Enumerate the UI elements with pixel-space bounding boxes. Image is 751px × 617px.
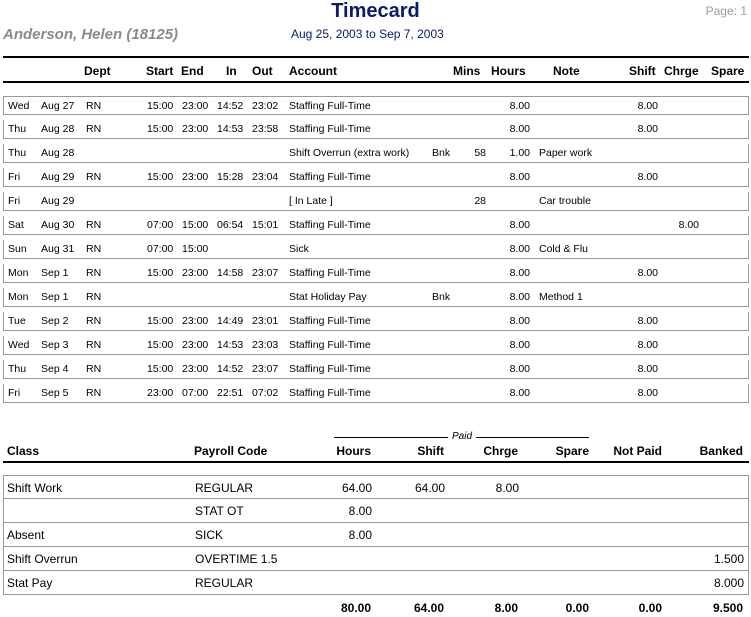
cell-dow: Tue — [8, 315, 26, 327]
cell-note: Car trouble — [539, 195, 591, 207]
cell-hours: 8.00 — [509, 387, 530, 399]
summary-row — [3, 571, 749, 595]
cell-end: 15:00 — [182, 219, 209, 231]
cell-hours: 8.00 — [509, 339, 530, 351]
cell-in: 15:28 — [217, 171, 244, 183]
cell-account: Staffing Full-Time — [289, 100, 371, 112]
cell-date: Sep 1 — [41, 267, 69, 279]
summary-cell-banked: 1.500 — [713, 552, 744, 566]
summary-row — [3, 547, 749, 571]
timecard-row — [3, 384, 749, 403]
timecard-row — [3, 312, 749, 331]
cell-shift: 8.00 — [637, 387, 658, 399]
total-hours: 80.00 — [340, 601, 371, 615]
total-not-paid: 0.00 — [638, 601, 662, 615]
col-sum-not-paid: Not Paid — [613, 444, 662, 458]
cell-dept: RN — [86, 100, 102, 112]
header-rule-bottom — [3, 81, 749, 83]
cell-date: Aug 29 — [41, 195, 75, 207]
col-dept: Dept — [84, 64, 111, 78]
summary-cell-code: STAT OT — [195, 504, 244, 518]
cell-out: 23:01 — [252, 315, 279, 327]
cell-account: Staffing Full-Time — [289, 123, 371, 135]
col-end: End — [181, 64, 204, 78]
cell-dept: RN — [86, 267, 102, 279]
cell-start: 07:00 — [147, 219, 174, 231]
cell-hours: 8.00 — [509, 123, 530, 135]
paid-rule-right — [476, 437, 589, 438]
cell-hours: 8.00 — [509, 291, 530, 303]
summary-cell-class: Shift Overrun — [7, 552, 78, 566]
cell-start: 15:00 — [147, 123, 174, 135]
cell-start: 15:00 — [147, 363, 174, 375]
cell-mins: 28 — [474, 195, 486, 207]
cell-date: Sep 1 — [41, 291, 69, 303]
timecard-row — [3, 264, 749, 283]
cell-end: 23:00 — [182, 100, 209, 112]
cell-hours: 8.00 — [509, 363, 530, 375]
timecard-row — [3, 216, 749, 235]
cell-bnk: Bnk — [432, 147, 451, 159]
cell-account: Staffing Full-Time — [289, 315, 371, 327]
cell-in: 14:58 — [217, 267, 244, 279]
timecard-row — [3, 96, 749, 115]
cell-start: 07:00 — [147, 243, 174, 255]
cell-in: 14:52 — [217, 100, 244, 112]
cell-account: Staffing Full-Time — [289, 219, 371, 231]
col-note: Note — [553, 64, 580, 78]
col-payroll-code: Payroll Code — [194, 444, 268, 458]
cell-end: 07:00 — [182, 387, 209, 399]
cell-in: 14:53 — [217, 339, 244, 351]
cell-mins: 58 — [474, 147, 486, 159]
cell-dow: Mon — [8, 291, 29, 303]
cell-hours: 8.00 — [509, 219, 530, 231]
cell-dept: RN — [86, 363, 102, 375]
summary-cell-class: Absent — [7, 528, 45, 542]
cell-hours: 8.00 — [509, 243, 530, 255]
col-class: Class — [7, 444, 40, 458]
cell-dow: Sun — [8, 243, 27, 255]
page-title: Timecard — [331, 0, 420, 22]
col-out: Out — [252, 64, 273, 78]
cell-shift: 8.00 — [637, 267, 658, 279]
cell-dow: Thu — [8, 147, 27, 159]
summary-cell-banked: 8.000 — [713, 576, 744, 590]
cell-end: 23:00 — [182, 363, 209, 375]
timecard-row — [3, 360, 749, 379]
cell-note: Paper work — [539, 147, 593, 159]
col-sum-banked: Banked — [699, 444, 743, 458]
cell-dept: RN — [86, 123, 102, 135]
header-rule-top — [3, 56, 749, 58]
cell-shift: 8.00 — [637, 339, 658, 351]
cell-note: Cold & Flu — [539, 243, 589, 255]
cell-date: Aug 30 — [41, 219, 75, 231]
cell-dow: Mon — [8, 267, 29, 279]
cell-dow: Fri — [8, 195, 21, 207]
cell-hours: 1.00 — [509, 147, 530, 159]
cell-start: 15:00 — [147, 315, 174, 327]
summary-cell-code: REGULAR — [195, 576, 254, 590]
cell-dow: Wed — [8, 100, 30, 112]
cell-end: 23:00 — [182, 315, 209, 327]
cell-end: 23:00 — [182, 123, 209, 135]
cell-dept: RN — [86, 171, 102, 183]
summary-row — [3, 499, 749, 523]
cell-dept: RN — [86, 387, 102, 399]
cell-out: 07:02 — [252, 387, 279, 399]
cell-date: Aug 28 — [41, 123, 75, 135]
cell-out: 23:58 — [252, 123, 279, 135]
cell-account: Staffing Full-Time — [289, 363, 371, 375]
cell-dow: Fri — [8, 171, 21, 183]
cell-in: 06:54 — [217, 219, 244, 231]
summary-cell-hours: 8.00 — [348, 504, 372, 518]
cell-date: Aug 28 — [41, 147, 75, 159]
timecard-row — [3, 192, 749, 211]
summary-row — [3, 475, 749, 499]
total-chrge: 8.00 — [494, 601, 518, 615]
summary-cell-hours: 8.00 — [348, 528, 372, 542]
cell-date: Sep 5 — [41, 387, 69, 399]
col-shift: Shift — [629, 64, 656, 78]
cell-date: Sep 4 — [41, 363, 69, 375]
cell-hours: 8.00 — [509, 315, 530, 327]
cell-in: 22:51 — [217, 387, 244, 399]
cell-hours: 8.00 — [509, 171, 530, 183]
cell-account: [ In Late ] — [289, 195, 333, 207]
col-sum-chrge: Chrge — [483, 444, 518, 458]
col-chrge: Chrge — [664, 64, 699, 78]
summary-cell-code: OVERTIME 1.5 — [195, 552, 278, 566]
timecard-row — [3, 240, 749, 259]
cell-shift: 8.00 — [637, 123, 658, 135]
paid-rule-left — [334, 437, 448, 438]
cell-account: Stat Holiday Pay — [289, 291, 367, 303]
cell-out: 23:03 — [252, 339, 279, 351]
summary-cell-class: Stat Pay — [7, 576, 53, 590]
cell-out: 23:07 — [252, 267, 279, 279]
cell-dow: Thu — [8, 363, 27, 375]
cell-end: 15:00 — [182, 243, 209, 255]
cell-end: 23:00 — [182, 339, 209, 351]
cell-in: 14:49 — [217, 315, 244, 327]
cell-end: 23:00 — [182, 267, 209, 279]
cell-dow: Fri — [8, 387, 21, 399]
cell-account: Staffing Full-Time — [289, 339, 371, 351]
cell-date: Aug 29 — [41, 171, 75, 183]
col-account: Account — [289, 64, 337, 78]
col-sum-shift: Shift — [417, 444, 444, 458]
cell-bnk: Bnk — [432, 291, 451, 303]
cell-shift: 8.00 — [637, 315, 658, 327]
timecard-row — [3, 120, 749, 139]
cell-out: 23:07 — [252, 363, 279, 375]
cell-dow: Wed — [8, 339, 30, 351]
col-sum-spare: Spare — [555, 444, 589, 458]
summary-header-rule — [3, 461, 749, 463]
cell-dept: RN — [86, 243, 102, 255]
cell-in: 14:52 — [217, 363, 244, 375]
cell-shift: 8.00 — [637, 171, 658, 183]
page-number: Page: 1 — [705, 4, 747, 18]
cell-date: Aug 31 — [41, 243, 75, 255]
cell-start: 15:00 — [147, 171, 174, 183]
col-mins: Mins — [453, 64, 481, 78]
cell-hours: 8.00 — [509, 100, 530, 112]
cell-dept: RN — [86, 339, 102, 351]
cell-start: 15:00 — [147, 100, 174, 112]
summary-cell-hours: 64.00 — [341, 481, 372, 495]
summary-cell-chrge: 8.00 — [495, 481, 519, 495]
cell-dept: RN — [86, 219, 102, 231]
col-sum-hours: Hours — [336, 444, 371, 458]
cell-account: Staffing Full-Time — [289, 267, 371, 279]
cell-start: 23:00 — [147, 387, 174, 399]
cell-shift: 8.00 — [637, 363, 658, 375]
cell-dept: RN — [86, 315, 102, 327]
cell-account: Sick — [289, 243, 309, 255]
total-spare: 0.00 — [565, 601, 589, 615]
paid-label: Paid — [452, 431, 473, 442]
total-shift: 64.00 — [413, 601, 444, 615]
cell-dept: RN — [86, 291, 102, 303]
summary-cell-class: Shift Work — [7, 481, 63, 495]
cell-shift: 8.00 — [637, 100, 658, 112]
summary-row — [3, 523, 749, 547]
cell-out: 23:04 — [252, 171, 279, 183]
cell-hours: 8.00 — [509, 267, 530, 279]
cell-start: 15:00 — [147, 267, 174, 279]
summary-cell-shift: 64.00 — [414, 481, 445, 495]
cell-out: 23:02 — [252, 100, 279, 112]
cell-account: Staffing Full-Time — [289, 387, 371, 399]
cell-out: 15:01 — [252, 219, 279, 231]
timecard-row — [3, 336, 749, 355]
cell-note: Method 1 — [539, 291, 583, 303]
col-hours: Hours — [491, 64, 526, 78]
summary-cell-code: SICK — [195, 528, 224, 542]
col-in: In — [226, 64, 237, 78]
cell-chrge: 8.00 — [678, 219, 699, 231]
cell-account: Staffing Full-Time — [289, 171, 371, 183]
timecard-row — [3, 288, 749, 307]
col-spare: Spare — [711, 64, 745, 78]
cell-start: 15:00 — [147, 339, 174, 351]
cell-date: Sep 2 — [41, 315, 69, 327]
timecard-row — [3, 168, 749, 187]
cell-dow: Sat — [8, 219, 24, 231]
cell-end: 23:00 — [182, 171, 209, 183]
col-start: Start — [146, 64, 174, 78]
total-banked: 9.500 — [712, 601, 743, 615]
cell-account: Shift Overrun (extra work) — [289, 147, 410, 159]
cell-date: Aug 27 — [41, 100, 75, 112]
date-range: Aug 25, 2003 to Sep 7, 2003 — [291, 27, 444, 41]
timecard-row — [3, 144, 749, 163]
summary-cell-code: REGULAR — [195, 481, 254, 495]
cell-dow: Thu — [8, 123, 27, 135]
cell-in: 14:53 — [217, 123, 244, 135]
cell-date: Sep 3 — [41, 339, 69, 351]
employee-name: Anderson, Helen (18125) — [3, 26, 179, 43]
